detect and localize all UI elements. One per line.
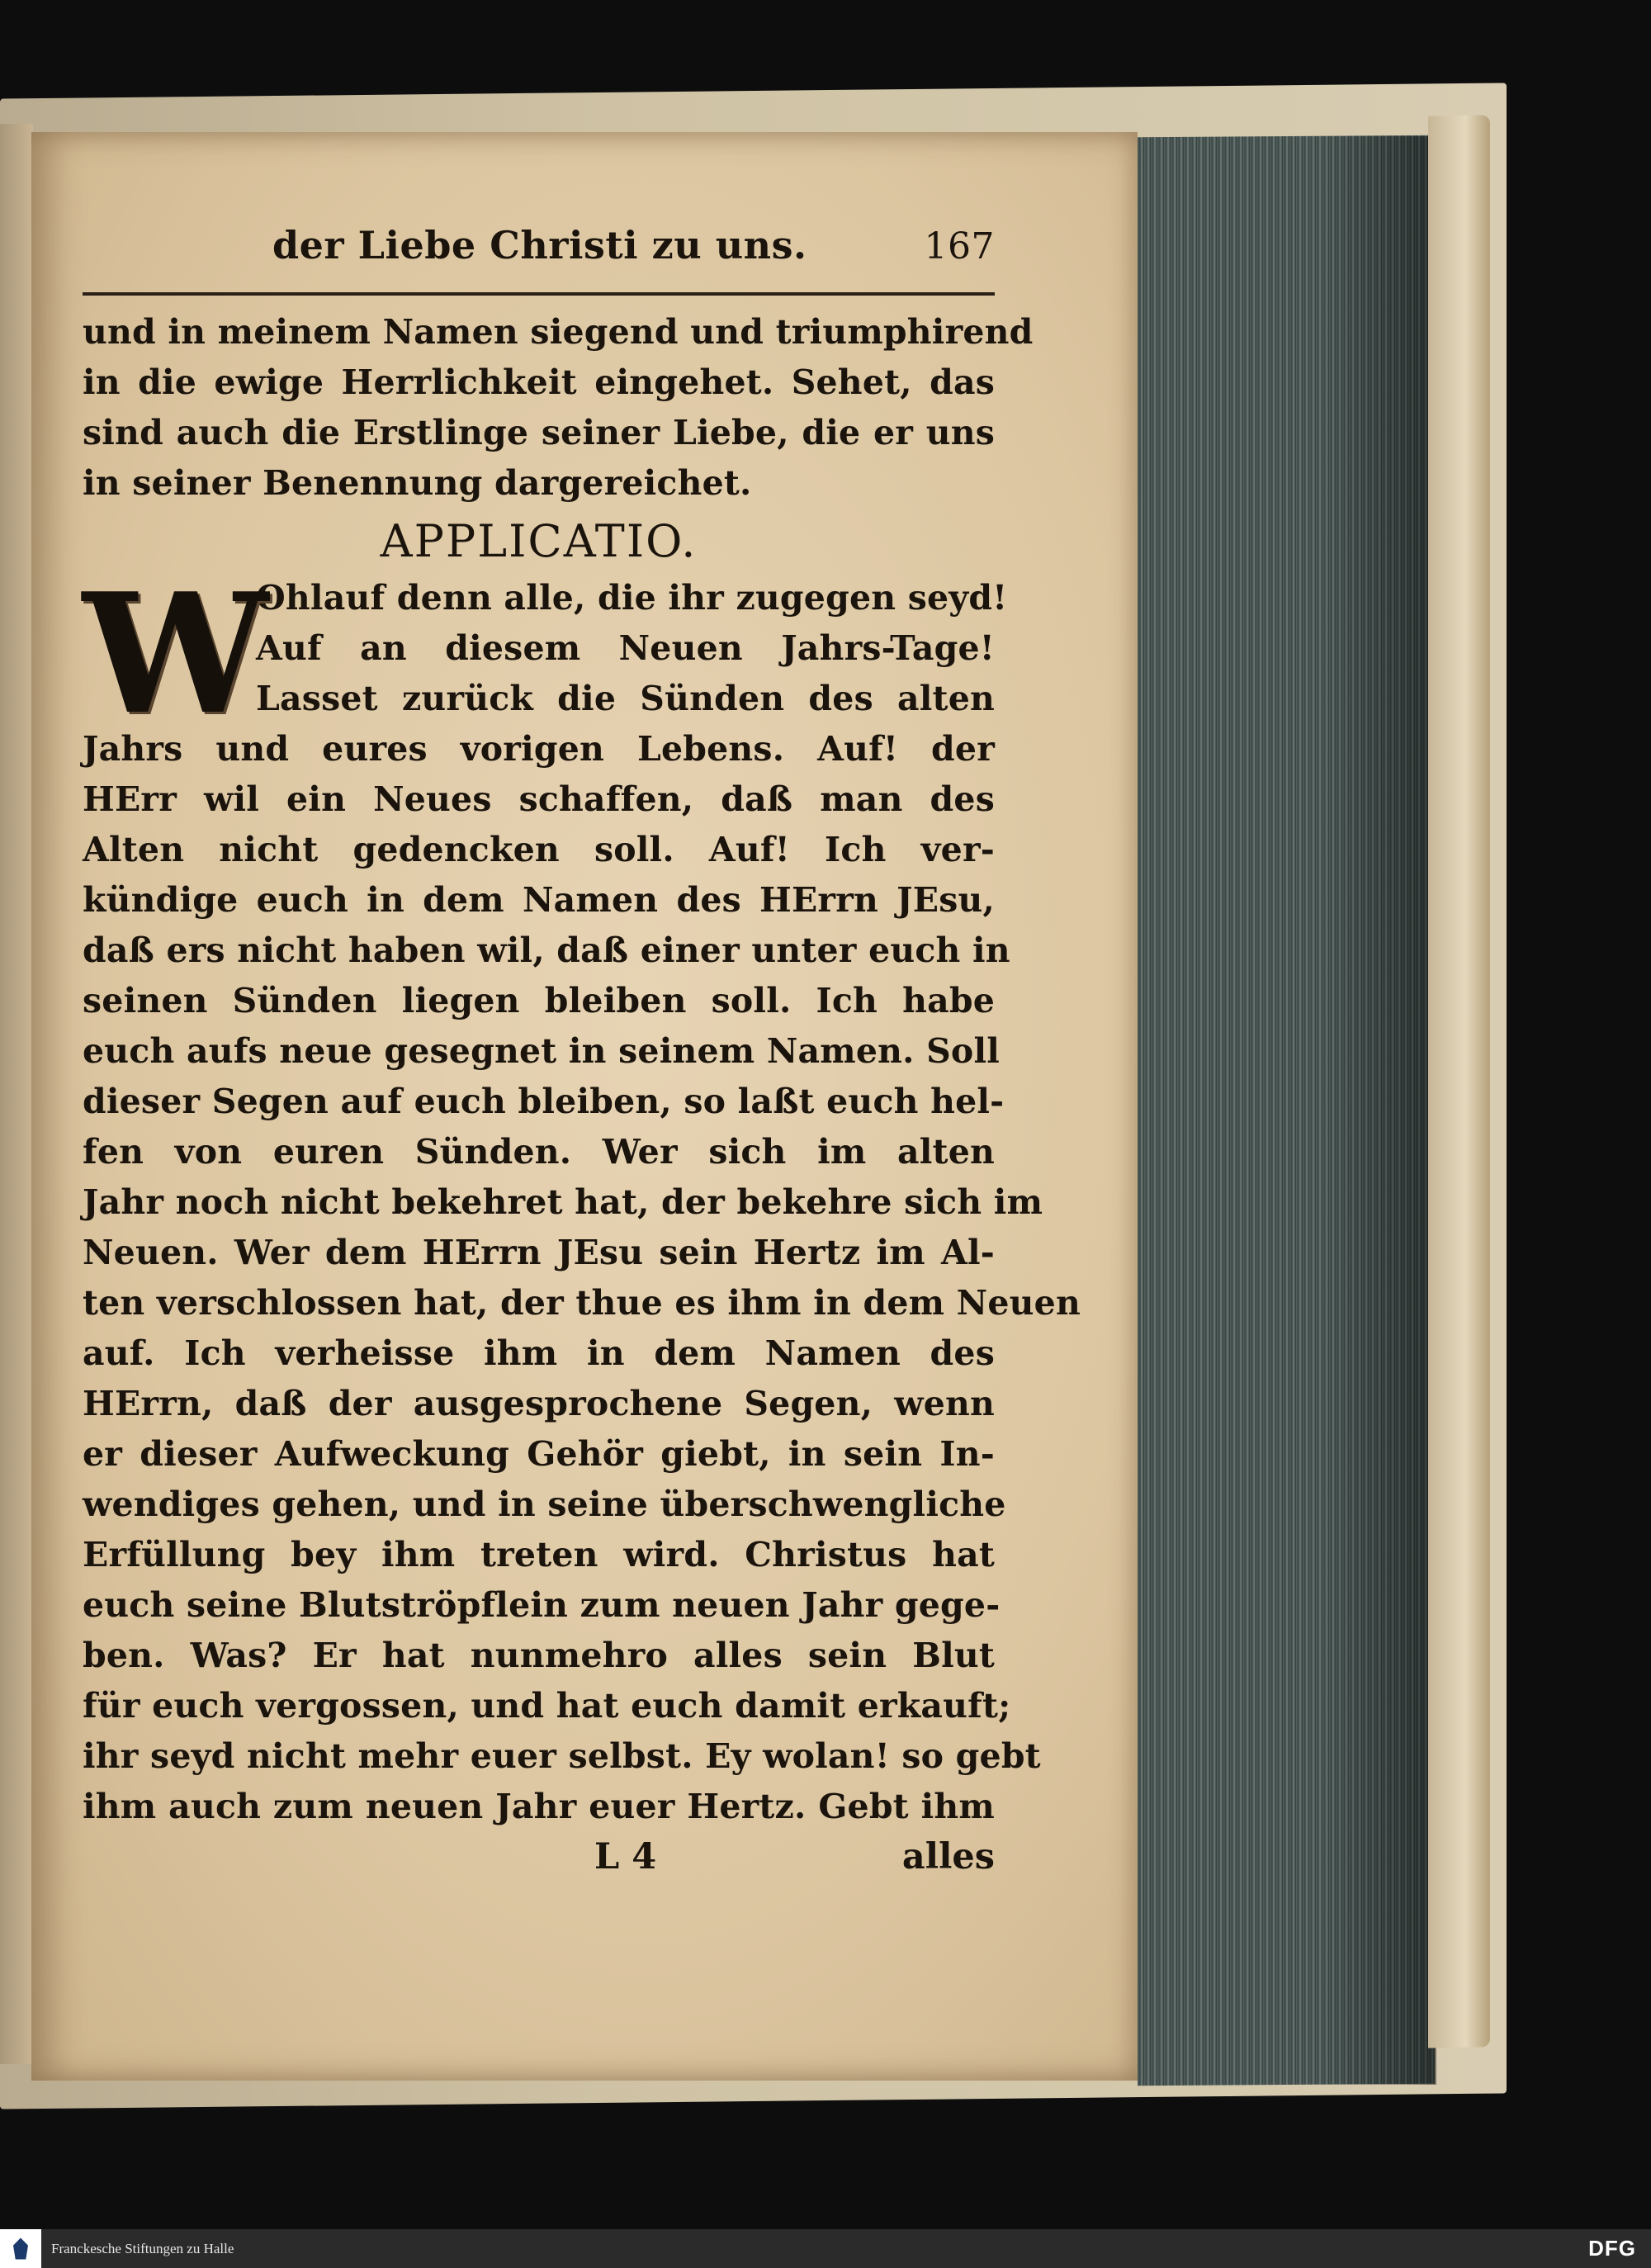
- drop-cap-initial: W: [83, 557, 268, 751]
- text-line: Jahrs und eures vorigen Lebens. Auf! der: [83, 729, 995, 769]
- text-line: Jahr noch nicht bekehret hat, der bekehre sich im: [83, 1182, 1043, 1222]
- text-line: auf. Ich verheisse ihm in dem Namen des: [83, 1333, 995, 1373]
- text-line: HErr wil ein Neues schaffen, daß man des: [83, 779, 995, 819]
- page-edges-shadow: [1321, 136, 1436, 2085]
- text-line: Neuen. Wer dem HErrn JEsu sein Hertz im Al-: [83, 1233, 995, 1272]
- text-line: Lasset zurück die Sünden des alten: [256, 679, 995, 718]
- text-line: Ohlauf denn alle, die ihr zugegen seyd!: [256, 578, 1008, 618]
- text-line: Erfüllung bey ihm treten wird. Christus hat: [83, 1535, 995, 1574]
- running-head-title: der Liebe Christi zu uns.: [272, 223, 807, 268]
- text-line: für euch vergossen, und hat euch damit erkauft;: [83, 1686, 1011, 1726]
- text-line: seinen Sünden liegen bleiben soll. Ich habe: [83, 981, 995, 1020]
- text-line: daß ers nicht haben wil, daß einer unter euch in: [83, 930, 1010, 970]
- text-line: fen von euren Sünden. Wer sich im alten: [83, 1132, 995, 1172]
- head-rule: [83, 292, 995, 296]
- text-line: kündige euch in dem Namen des HErrn JEsu,: [83, 880, 995, 920]
- text-line: er dieser Aufweckung Gehör giebt, in sein In-: [83, 1434, 995, 1474]
- text-line: ben. Was? Er hat nunmehro alles sein Blut: [83, 1636, 995, 1675]
- text-line: in seiner Benennung dargereichet.: [83, 463, 752, 503]
- text-line: ihm auch zum neuen Jahr euer Hertz. Gebt ihm: [83, 1787, 995, 1826]
- text-line: in die ewige Herrlichkeit eingehet. Sehet, das: [83, 362, 995, 402]
- institution-logo-icon: [0, 2229, 41, 2268]
- section-heading: APPLICATIO.: [380, 515, 698, 567]
- text-line: euch aufs neue gesegnet in seinem Namen. Soll: [83, 1031, 1000, 1071]
- text-block: [83, 223, 1081, 1882]
- back-board: [1428, 115, 1490, 2048]
- text-line: und in meinem Namen siegend und triumphirend: [83, 312, 1034, 352]
- text-line: sind auch die Erstlinge seiner Liebe, die er uns: [83, 413, 995, 452]
- dfg-logo: DFG: [1588, 2236, 1636, 2261]
- facing-page-edge: [0, 124, 33, 2064]
- text-line: dieser Segen auf euch bleiben, so laßt euch hel-: [83, 1082, 1005, 1121]
- text-line: Auf an diesem Neuen Jahrs-Tage!: [256, 628, 995, 668]
- text-line: ihr seyd nicht mehr euer selbst. Ey wolan! so gebt: [83, 1736, 1041, 1776]
- signature-mark: L 4: [594, 1836, 657, 1877]
- running-head: [83, 223, 995, 276]
- catchword: alles: [901, 1836, 995, 1877]
- text-line: wendiges gehen, und in seine überschwengliche: [83, 1484, 1006, 1524]
- text-line: HErrn, daß der ausgesprochene Segen, wenn: [83, 1384, 995, 1423]
- page-number: 167: [924, 225, 995, 268]
- page-footer: [83, 1832, 995, 1882]
- text-line: Alten nicht gedencken soll. Auf! Ich ver-: [83, 830, 995, 869]
- institution-name: Franckesche Stiftungen zu Halle: [51, 2240, 234, 2256]
- text-line: ten verschlossen hat, der thue es ihm in dem Neuen: [83, 1283, 1081, 1323]
- viewer-footer-bar: [0, 2229, 1651, 2268]
- text-line: euch seine Blutströpflein zum neuen Jahr gege-: [83, 1585, 1001, 1625]
